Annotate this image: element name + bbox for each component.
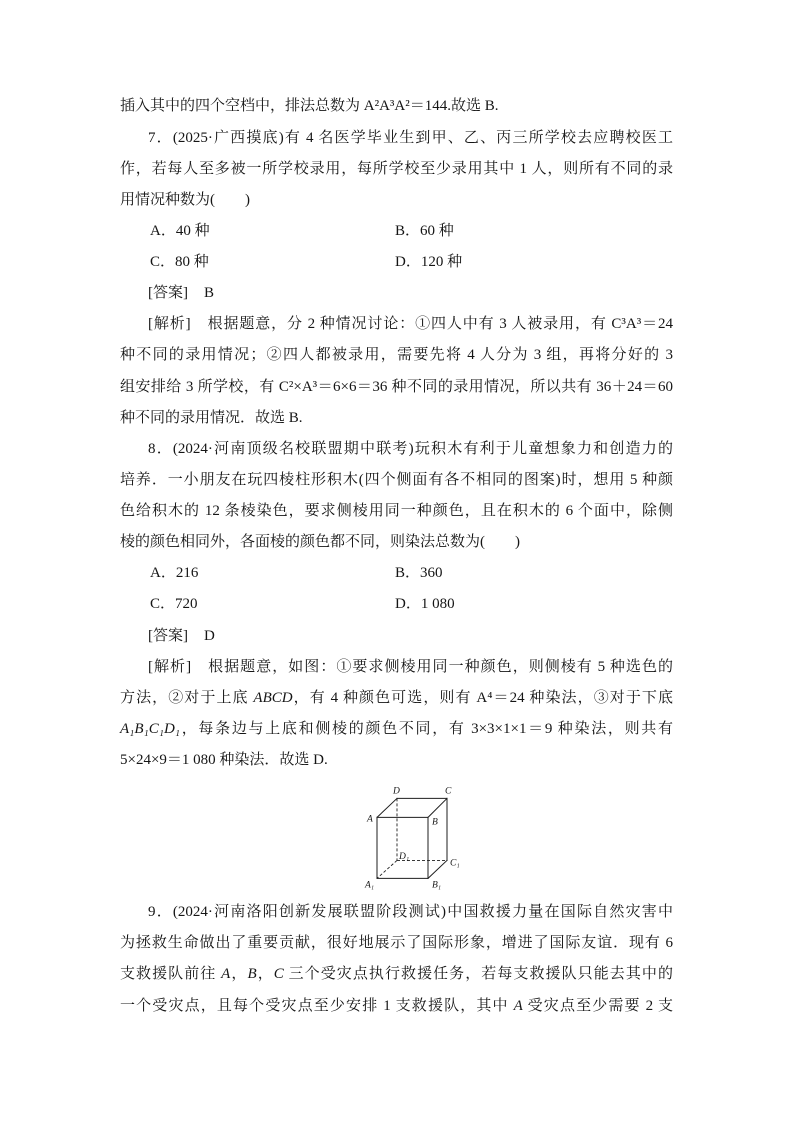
italic-variable: A (513, 997, 523, 1014)
q9-stem-line: 为拯救生命做出了重要贡献，很好地展示了国际形象，增进了国际友谊．现有 6 (120, 935, 673, 952)
q8-option-a (150, 558, 198, 589)
q8-stem-line: 培养．一小朋友在玩四棱柱形积木(四个侧面有各不相同的图案)时，想用 5 种颜 (120, 471, 673, 488)
q7-analysis-line: 种不同的录用情况．故选 B. (120, 409, 303, 426)
analysis-tag: [解析] (148, 316, 191, 333)
q7-option-c (150, 247, 209, 278)
italic-variable: A₁B₁C₁D₁ (120, 720, 181, 737)
q9-stem-line: 9．(2024·河南洛阳创新发展联盟阶段测试)中国救援力量在国际自然灾害中 (148, 904, 673, 921)
q9-stem-line (120, 959, 673, 990)
option-label: A． (150, 565, 176, 582)
stem-text: 支救援队前往 (120, 966, 222, 983)
vertex-label-c1: C₁ (450, 858, 460, 869)
q7-option-b (395, 216, 454, 247)
q8-option-d (395, 589, 455, 620)
q7-option-d (395, 247, 462, 278)
vertex-label-d1: D₁ (399, 852, 410, 863)
option-text: 216 (175, 565, 199, 582)
vertex-label-c: C (445, 786, 452, 797)
italic-variable: A (221, 966, 231, 983)
edge-b1-c1 (428, 861, 447, 879)
option-text: 120 种 (420, 254, 463, 271)
prism-diagram (360, 776, 470, 897)
q8-option-row (120, 558, 673, 589)
analysis-text: ，有 4 种颜色可选，则有 A⁴＝24 种染法，③对于下底 (292, 689, 673, 706)
q8-option-row (120, 589, 673, 620)
option-label: A． (150, 222, 176, 239)
edge-a-d (377, 799, 397, 818)
italic-variable: ABCD (253, 689, 293, 706)
option-label: C． (150, 254, 176, 271)
option-label: D． (395, 596, 421, 613)
q7-analysis-line (120, 309, 673, 340)
vertex-label-b: B (432, 817, 438, 828)
q7-answer-line (120, 278, 673, 309)
analysis-text: 根据题意，分 2 种情况讨论：①四人中有 3 人被录用，有 C³A³＝24 (206, 316, 673, 333)
stem-text: ， (256, 966, 274, 983)
q8-stem-line: 色给积木的 12 条棱染色，要求侧棱用同一种颜色，且在积木的 6 个面中，除侧 (120, 503, 673, 520)
option-label: C． (150, 596, 176, 613)
option-label: B． (395, 565, 421, 582)
q7-stem-line: 作，若每人至多被一所学校录用，每所学校至少录用其中 1 人，则所有不同的录 (120, 160, 673, 177)
option-text: 720 (175, 596, 198, 613)
analysis-text: 方法，②对于上底 (120, 689, 254, 706)
prism-figure (120, 776, 673, 897)
analysis-tag: [解析] (148, 658, 192, 675)
q7-stem-line: 7．(2025·广西摸底)有 4 名医学毕业生到甲、乙、丙三所学校去应聘校医工 (148, 129, 673, 146)
q8-analysis-line: 5×24×9＝1 080 种染法．故选 D. (120, 752, 328, 769)
q8-stem-line: 8．(2024·河南顶级名校联盟期中联考)玩积木有利于儿童想象力和创造力的 (148, 440, 673, 457)
q8-stem-line: 棱的颜色相同外，各面棱的颜色都不同，则染法总数为( ) (120, 534, 520, 551)
edge-b-c (428, 799, 447, 818)
q7-analysis-line: 种不同的录用情况；②四人都被录用，需要先将 4 人分为 3 组，再将分好的 3 (120, 347, 673, 364)
stem-text: 三个受灾点执行救援任务，若每支救援队只能去其中的 (283, 966, 673, 983)
answer-tag: [答案] (148, 285, 188, 302)
q7-option-row (120, 216, 673, 247)
previous-solution-end-line: 插入其中的四个空档中，排法总数为 A²A³A²＝144.故选 B. (120, 98, 499, 115)
italic-variable: B (247, 966, 257, 983)
vertex-label-d: D (393, 786, 400, 797)
stem-text: 受灾点至少需要 2 支 (522, 997, 673, 1014)
option-text: 60 种 (420, 222, 454, 239)
answer-value: D (204, 627, 215, 644)
q8-analysis-line (120, 652, 673, 683)
option-label: B． (395, 222, 421, 239)
q8-option-b (395, 558, 443, 589)
document-body (120, 91, 673, 1021)
option-label: D． (395, 254, 421, 271)
vertex-label-a: A (367, 814, 373, 825)
italic-variable: C (273, 966, 284, 983)
q8-analysis-line (120, 683, 673, 714)
option-text: 80 种 (175, 254, 209, 271)
q7-option-row (120, 247, 673, 278)
q8-analysis-line (120, 714, 673, 745)
stem-text: 一个受灾点，且每个受灾点至少安排 1 支救援队，其中 (120, 997, 514, 1014)
option-text: 40 种 (175, 222, 210, 239)
q8-option-c (150, 589, 198, 620)
option-text: 360 (420, 565, 443, 582)
hidden-edge-d1-a1 (377, 861, 397, 879)
option-text: 1 080 (420, 596, 455, 613)
analysis-text: ，每条边与上底和侧棱的颜色不同，有 3×3×1×1＝9 种染法，则共有 (180, 720, 673, 737)
vertex-label-b1: B₁ (432, 880, 442, 891)
answer-value: B (204, 285, 215, 302)
analysis-text: 根据题意，如图：①要求侧棱用同一种颜色，则侧棱有 5 种选色的 (207, 658, 673, 675)
q8-answer-line (120, 621, 673, 652)
q7-analysis-line: 组安排给 3 所学校，有 C²×A³＝6×6＝36 种不同的录用情况，所以共有 36＋24＝60 (120, 378, 673, 395)
q7-stem-line: 用情况种数为( ) (120, 191, 250, 208)
stem-text: ， (230, 966, 248, 983)
q9-stem-line (120, 991, 673, 1022)
answer-tag: [答案] (148, 627, 188, 644)
vertex-label-a1: A₁ (365, 880, 375, 891)
q7-option-a (150, 216, 210, 247)
